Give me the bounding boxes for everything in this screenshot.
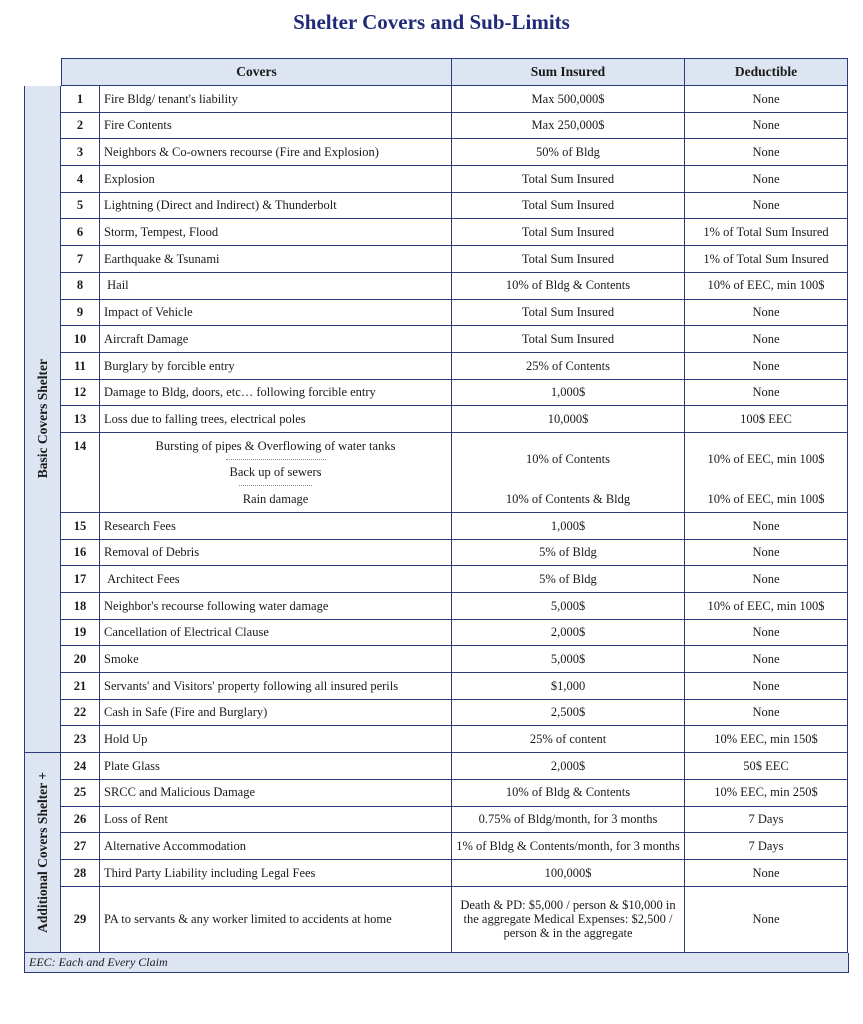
sum-insured-a: 10% of Contents	[525, 452, 611, 467]
cover-name: Loss of Rent	[100, 807, 452, 834]
row-number: 6	[61, 219, 100, 246]
cover-name: Neighbors & Co-owners recourse (Fire and Explosion)	[100, 139, 452, 166]
cover-name: Fire Contents	[100, 113, 452, 140]
deductible: 10% EEC, min 150$	[685, 726, 848, 753]
row-number: 12	[61, 380, 100, 407]
deductible: None	[685, 300, 848, 327]
header-deductible: Deductible	[685, 58, 848, 86]
sum-insured: 5,000$	[452, 646, 685, 673]
cover-name: PA to servants & any worker limited to accidents at home	[100, 887, 452, 953]
deductible: 1% of Total Sum Insured	[685, 246, 848, 273]
row-number: 14	[61, 433, 100, 513]
sub-cover-label: Rain damage	[239, 485, 313, 512]
cover-name: Explosion	[100, 166, 452, 193]
cover-name: Burglary by forcible entry	[100, 353, 452, 380]
deductible-a: 10% of EEC, min 100$	[707, 452, 825, 467]
sum-insured: Death & PD: $5,000 / person & $10,000 in the aggregate Medical Expenses: $2,500 / person & in the aggregate	[452, 887, 685, 953]
cover-name: Third Party Liability including Legal Fees	[100, 860, 452, 887]
sum-insured: 5,000$	[452, 593, 685, 620]
deductible: 10% of EEC, min 100$	[685, 273, 848, 300]
cover-name: Lightning (Direct and Indirect) & Thunderbolt	[100, 193, 452, 220]
cover-name: Architect Fees	[100, 566, 452, 593]
deductible: 1% of Total Sum Insured	[685, 219, 848, 246]
sum-insured: 5% of Bldg	[452, 540, 685, 567]
sum-insured: 10% of Bldg & Contents	[452, 780, 685, 807]
row-number: 25	[61, 780, 100, 807]
deductible: None	[685, 353, 848, 380]
deductible: None	[685, 646, 848, 673]
footnote: EEC: Each and Every Claim	[24, 953, 849, 973]
deductible: 50$ EEC	[685, 753, 848, 780]
sum-insured-cell	[452, 433, 685, 513]
deductible: 100$ EEC	[685, 406, 848, 433]
deductible: 7 Days	[685, 833, 848, 860]
row-number: 29	[61, 887, 100, 953]
cover-name: Cash in Safe (Fire and Burglary)	[100, 700, 452, 727]
row-number: 8	[61, 273, 100, 300]
section-basic-covers	[24, 86, 61, 753]
deductible: None	[685, 673, 848, 700]
row-number: 1	[61, 86, 100, 113]
deductible: 7 Days	[685, 807, 848, 834]
section-additional-covers	[24, 753, 61, 952]
sub-cover-label: Back up of sewers	[226, 459, 326, 486]
cover-name: Removal of Debris	[100, 540, 452, 567]
sum-insured: Max 250,000$	[452, 113, 685, 140]
row-number: 22	[61, 700, 100, 727]
cover-name: Storm, Tempest, Flood	[100, 219, 452, 246]
sum-insured: 0.75% of Bldg/month, for 3 months	[452, 807, 685, 834]
deductible: None	[685, 700, 848, 727]
deductible-cell	[685, 433, 848, 513]
row-number: 18	[61, 593, 100, 620]
deductible: None	[685, 540, 848, 567]
sum-insured: Total Sum Insured	[452, 193, 685, 220]
header-sum-insured: Sum Insured	[452, 58, 685, 86]
row-number: 21	[61, 673, 100, 700]
deductible: None	[685, 139, 848, 166]
table-grid	[24, 58, 849, 953]
deductible: None	[685, 887, 848, 953]
cover-name: Plate Glass	[100, 753, 452, 780]
row-number: 28	[61, 860, 100, 887]
sum-insured: 10% of Bldg & Contents	[452, 273, 685, 300]
row-number: 9	[61, 300, 100, 327]
cover-sub-list	[100, 433, 452, 513]
cover-name: Research Fees	[100, 513, 452, 540]
section-additional-label: Additional Covers Shelter +	[34, 771, 50, 933]
deductible: 10% of EEC, min 100$	[685, 593, 848, 620]
cover-name: Servants' and Visitors' property following all insured perils	[100, 673, 452, 700]
sum-insured: Total Sum Insured	[452, 300, 685, 327]
section-basic-label: Basic Covers Shelter	[34, 359, 50, 479]
deductible: None	[685, 326, 848, 353]
row-number: 17	[61, 566, 100, 593]
row-number: 20	[61, 646, 100, 673]
row-number: 15	[61, 513, 100, 540]
row-number: 3	[61, 139, 100, 166]
cover-name: Fire Bldg/ tenant's liability	[100, 86, 452, 113]
deductible: 10% EEC, min 250$	[685, 780, 848, 807]
cover-name: Loss due to falling trees, electrical poles	[100, 406, 452, 433]
sum-insured: 1,000$	[452, 380, 685, 407]
sum-insured-b: 10% of Contents & Bldg	[505, 491, 631, 506]
cover-name: Cancellation of Electrical Clause	[100, 620, 452, 647]
sum-insured: Total Sum Insured	[452, 166, 685, 193]
cover-name: Hold Up	[100, 726, 452, 753]
cover-name: Earthquake & Tsunami	[100, 246, 452, 273]
sum-insured: 2,000$	[452, 620, 685, 647]
deductible: None	[685, 513, 848, 540]
sum-insured: 25% of content	[452, 726, 685, 753]
row-number: 26	[61, 807, 100, 834]
cover-name: Neighbor's recourse following water damage	[100, 593, 452, 620]
sub-cover-label: Bursting of pipes & Overflowing of water tanks	[155, 438, 396, 453]
sum-insured: Total Sum Insured	[452, 246, 685, 273]
page-title: Shelter Covers and Sub-Limits	[293, 10, 570, 34]
deductible-b: 10% of EEC, min 100$	[707, 491, 825, 506]
sum-insured: 1% of Bldg & Contents/month, for 3 months	[452, 833, 685, 860]
sum-insured: 25% of Contents	[452, 353, 685, 380]
deductible: None	[685, 620, 848, 647]
deductible: None	[685, 566, 848, 593]
row-number: 4	[61, 166, 100, 193]
header-covers: Covers	[61, 58, 452, 86]
sum-insured: 100,000$	[452, 860, 685, 887]
covers-table	[24, 58, 849, 973]
deductible: None	[685, 193, 848, 220]
deductible: None	[685, 86, 848, 113]
row-number: 2	[61, 113, 100, 140]
sum-insured: 2,000$	[452, 753, 685, 780]
cover-name: SRCC and Malicious Damage	[100, 780, 452, 807]
row-number: 10	[61, 326, 100, 353]
sum-insured: Max 500,000$	[452, 86, 685, 113]
sum-insured: 2,500$	[452, 700, 685, 727]
row-number: 11	[61, 353, 100, 380]
deductible: None	[685, 380, 848, 407]
deductible: None	[685, 860, 848, 887]
sum-insured: $1,000	[452, 673, 685, 700]
row-number: 5	[61, 193, 100, 220]
row-number: 24	[61, 753, 100, 780]
cover-name: Impact of Vehicle	[100, 300, 452, 327]
deductible: None	[685, 166, 848, 193]
cover-name: Hail	[100, 273, 452, 300]
sum-insured: 1,000$	[452, 513, 685, 540]
sum-insured: Total Sum Insured	[452, 326, 685, 353]
row-number: 19	[61, 620, 100, 647]
row-number: 13	[61, 406, 100, 433]
corner-blank	[24, 58, 61, 86]
sum-insured: Total Sum Insured	[452, 219, 685, 246]
row-number: 16	[61, 540, 100, 567]
cover-name: Damage to Bldg, doors, etc… following forcible entry	[100, 380, 452, 407]
deductible: None	[685, 113, 848, 140]
cover-name: Alternative Accommodation	[100, 833, 452, 860]
cover-name: Smoke	[100, 646, 452, 673]
sum-insured: 5% of Bldg	[452, 566, 685, 593]
sum-insured: 50% of Bldg	[452, 139, 685, 166]
row-number: 7	[61, 246, 100, 273]
sum-insured: 10,000$	[452, 406, 685, 433]
row-number: 27	[61, 833, 100, 860]
cover-name: Aircraft Damage	[100, 326, 452, 353]
row-number: 23	[61, 726, 100, 753]
